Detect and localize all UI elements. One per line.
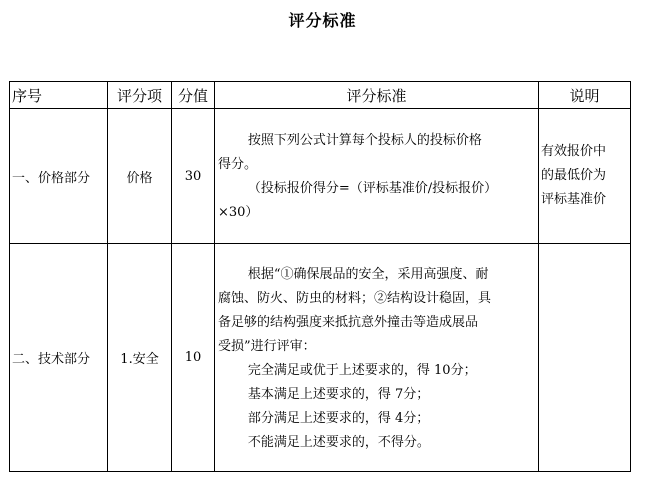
standard-line: 部分满足上述要求的，得 4分； (247, 411, 430, 426)
standard-line: 备足够的结构强度来抵抗意外撞击等造成展品 (218, 315, 479, 330)
standard-line: 腐蚀、防火、防虫的材料；②结构设计稳固，具 (218, 291, 492, 306)
table-header-row (10, 82, 631, 109)
header-item: 评分项 (108, 82, 172, 109)
row-score: 30 (172, 109, 215, 244)
row-note (539, 109, 631, 244)
header-seq: 序号 (10, 82, 108, 109)
standard-line: （投标报价得分=（评标基准价/投标报价） (247, 180, 498, 196)
row-item: 价格 (108, 109, 172, 244)
page-title: 评分标准 (288, 11, 357, 30)
row-seq: 一、价格部分 (10, 109, 108, 244)
row-standard (215, 244, 539, 472)
header-standard: 评分标准 (215, 82, 539, 109)
note-line: 评标基准价 (541, 192, 607, 207)
header-note: 说明 (539, 82, 631, 109)
standard-line: ×30） (218, 204, 259, 220)
table-row (10, 109, 631, 244)
header-score: 分值 (172, 82, 215, 109)
standard-line: 不能满足上述要求的，不得分。 (247, 435, 430, 450)
standard-line: 得分。 (218, 156, 258, 172)
row-seq: 二、技术部分 (10, 244, 108, 472)
row-note (539, 244, 631, 472)
standard-line: 受损”进行评审： (218, 339, 316, 354)
row-standard (215, 109, 539, 244)
standard-line: 完全满足或优于上述要求的，得 10分； (247, 363, 477, 378)
row-score: 10 (172, 244, 215, 472)
row-item: 1.安全 (108, 244, 172, 472)
table-row (10, 244, 631, 472)
standard-line: 按照下列公式计算每个投标人的投标价格 (247, 132, 482, 148)
scoring-table (9, 81, 631, 472)
standard-line: 基本满足上述要求的，得 7分； (247, 387, 430, 402)
note-line: 的最低价为 (541, 168, 607, 183)
standard-line: 根据“①确保展品的安全，采用高强度、耐 (247, 267, 489, 282)
note-line: 有效报价中 (541, 144, 607, 159)
